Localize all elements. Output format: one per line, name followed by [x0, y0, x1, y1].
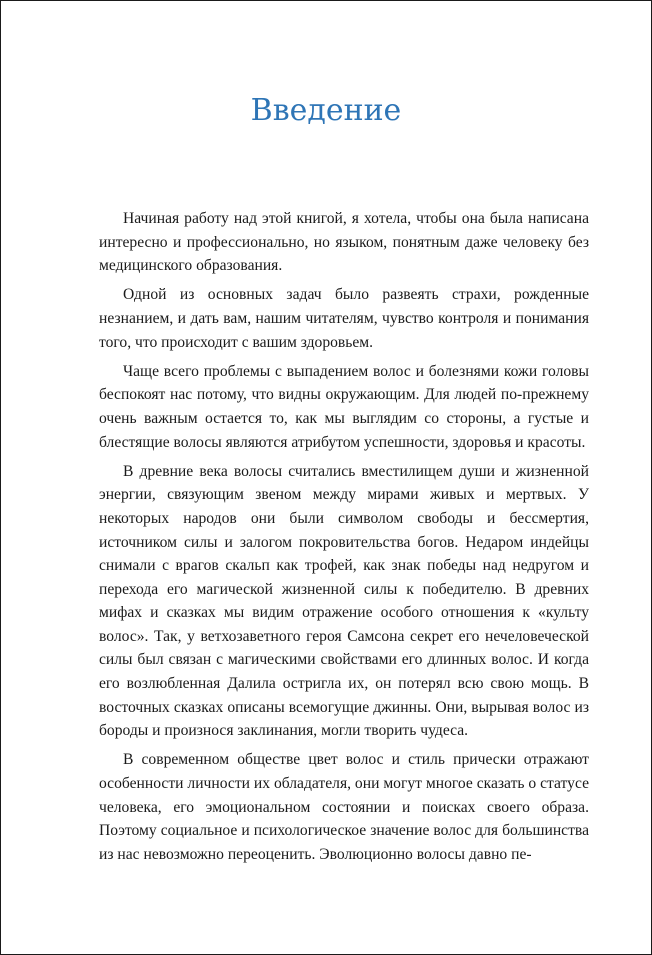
chapter-body — [99, 207, 589, 872]
paragraph: В древние века волосы считались вместилищем души и жизненной энергии, связующим звеном между мирами живых и мертвых. У некоторых народов они были символом свободы и бессмертия, источником силы и залогом покровительства богов. Недаром индейцы снимали с врагов скальп как трофей, как знак победы над недругом и перехода его магической жизненной силы к победителю. В древних мифах и сказках мы видим отражение особого отношения к «культу волос». Так, у ветхозаветного героя Самсона секрет его нечеловеческой силы был связан с магическими свойствами его длинных волос. И когда его возлюбленная Далила остригла их, он потерял всю свою мощь. В восточных сказках описаны всемогущие джинны. Они, вырывая волос из бороды и произнося заклинания, могли творить чудеса. — [99, 462, 589, 740]
paragraph: Чаще всего проблемы с выпадением волос и болезнями кожи головы беспокоят нас потому, что видны окружающим. Для людей по-прежнему очень важным остается то, как мы выглядим со стороны, а густые и блестящие волосы являются атрибутом успешности, здоровья и красоты. — [99, 362, 589, 451]
chapter-title: Введение — [250, 93, 402, 128]
paragraph: Одной из основных задач было развеять страхи, рожденные незнанием, и дать вам, нашим читателям, чувство контроля и понимания того, что происходит с вашим здоровьем. — [99, 286, 589, 351]
paragraph: В современном обществе цвет волос и стиль прически отражают особенности личности их обладателя, они могут многое сказать о статусе человека, его эмоциональном состоянии и поисках своего образа. Поэтому социальное и психологическое значение волос для большинства из нас невозможно переоценить. Эволюционно волосы давно пе- — [99, 751, 589, 863]
paragraph: Начиная работу над этой книгой, я хотела, чтобы она была написана интересно и профессионально, но языком, понятным даже человеку без медицинского образования. — [99, 210, 589, 275]
